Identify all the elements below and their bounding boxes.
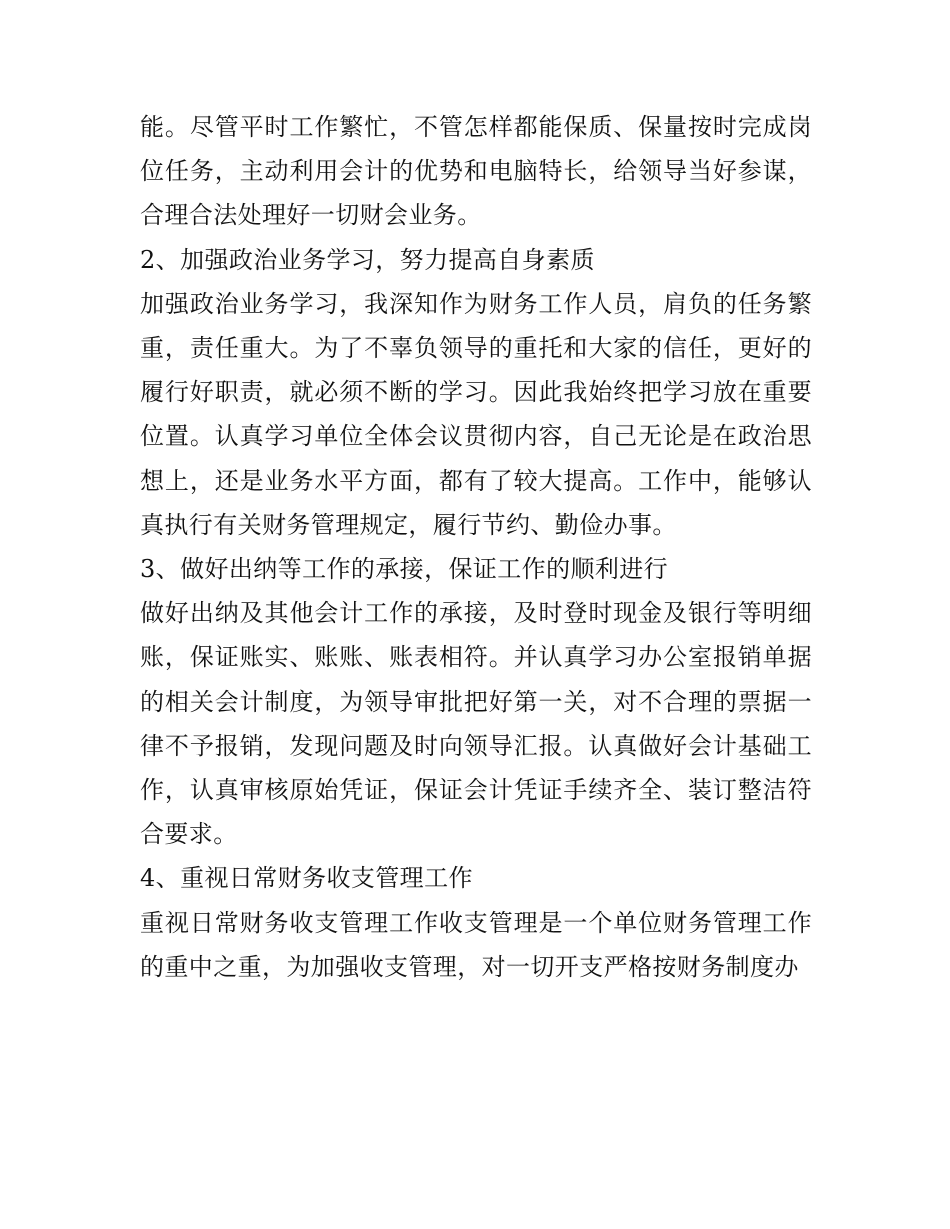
section-heading-4: 4、重视日常财务收支管理工作: [140, 864, 473, 893]
paragraph-study: 加强政治业务学习，我深知作为财务工作人员，肩负的任务繁重，责任重大。为了不辜负领导的重托和大家的信任，更好的履行好职责，就必须不断的学习。因此我始终把学习放在重要位置。认真学习单位全体会议贯彻内容，自己无论是在政治思想上，还是业务水平方面，都有了较大提高。工作中，能够认真执行有关财务管理规定，履行节约、勤俭办事。: [140, 289, 812, 539]
paragraph-finance: 重视日常财务收支管理工作收支管理是一个单位财务管理工作的重中之重，为加强收支管理，对一切开支严格按财务制度办: [140, 908, 812, 981]
section-heading-3: 3、做好出纳等工作的承接，保证工作的顺利进行: [140, 555, 669, 584]
paragraph-cashier: 做好出纳及其他会计工作的承接，及时登时现金及银行等明细账，保证账实、账账、账表相符。并认真学习办公室报销单据的相关会计制度，为领导审批把好第一关，对不合理的票据一律不予报销，发现问题及时向领导汇报。认真做好会计基础工作，认真审核原始凭证，保证会计凭证手续齐全、装订整洁符合要求。: [140, 599, 812, 849]
paragraph-continuation: 能。尽管平时工作繁忙，不管怎样都能保质、保量按时完成岗位任务，主动利用会计的优势和电脑特长，给领导当好参谋，合理合法处理好一切财会业务。: [140, 113, 812, 230]
document-body: [140, 105, 812, 989]
section-heading-2: 2、加强政治业务学习，努力提高自身素质: [140, 245, 595, 274]
